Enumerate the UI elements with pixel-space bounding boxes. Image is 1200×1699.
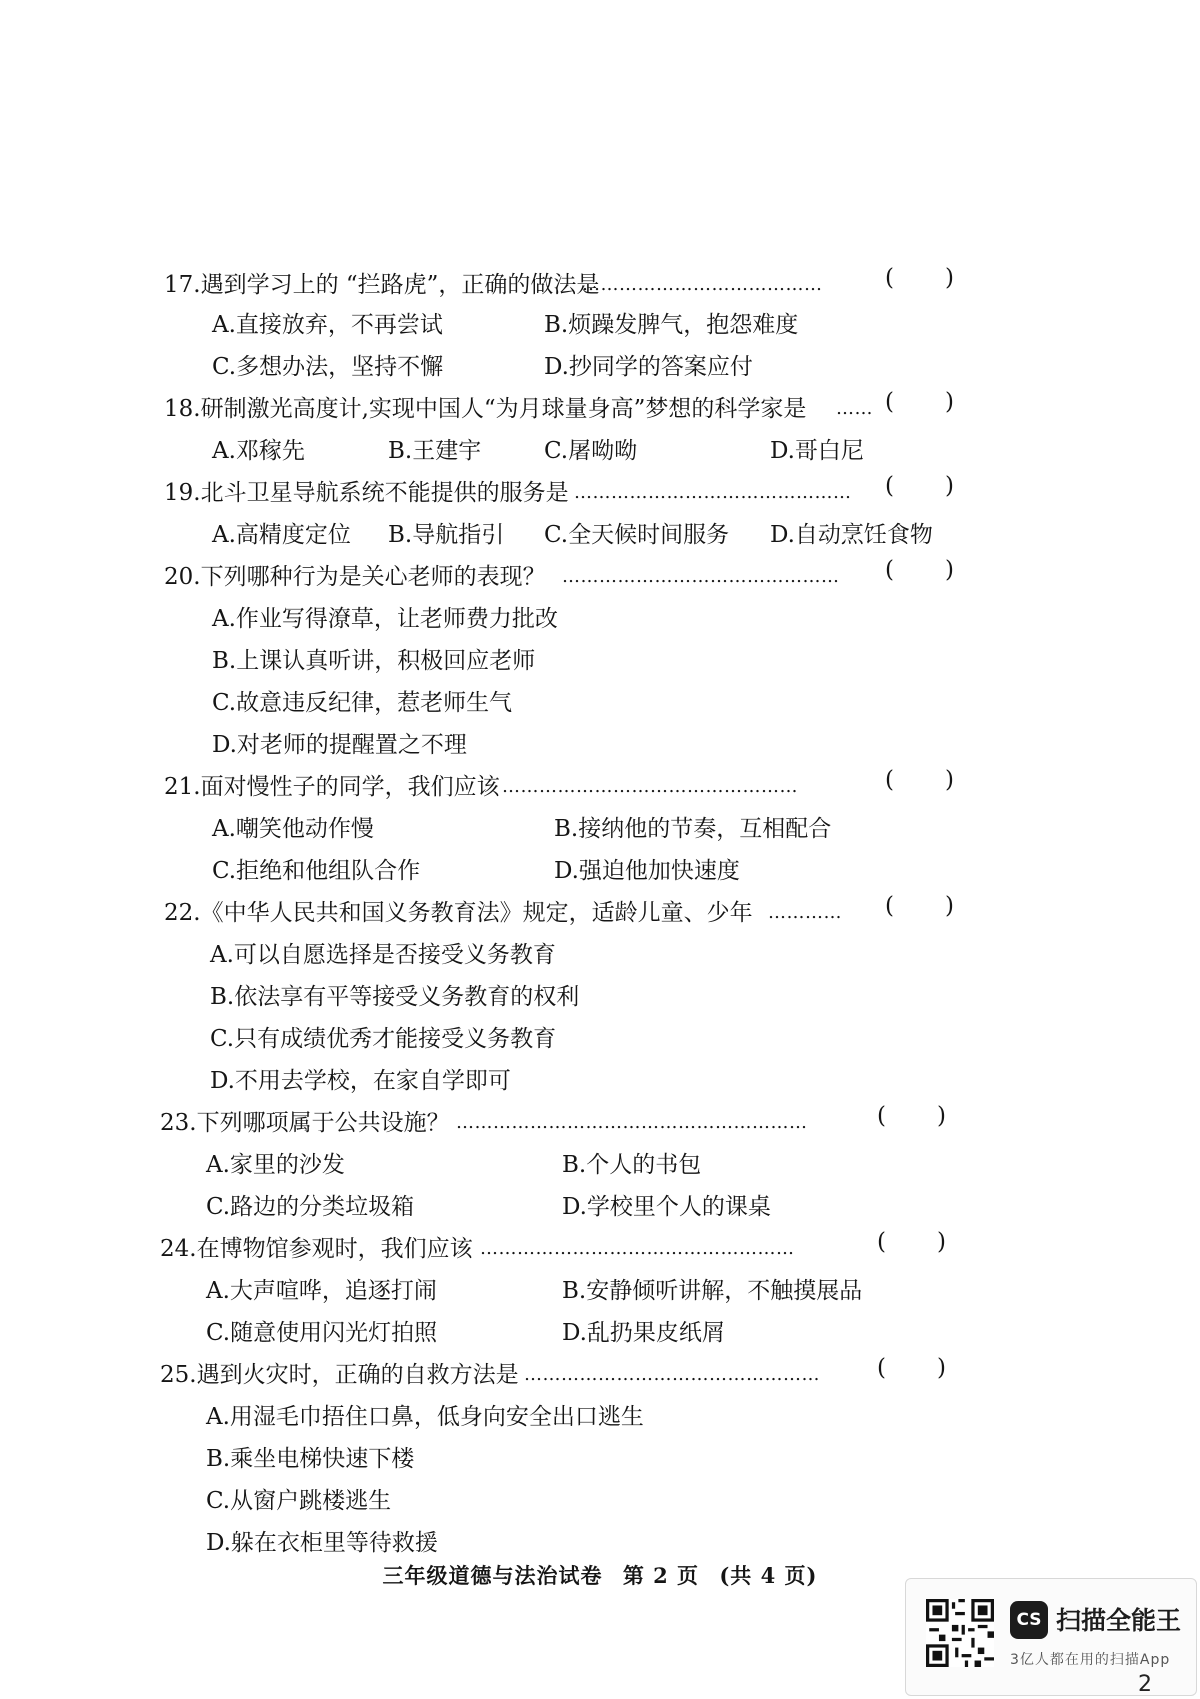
leader-dots: ………………………………………… [524,1364,820,1385]
question-stem: 研制激光高度计,实现中国人“为月球量身高”梦想的科学家是 [200,396,807,422]
bracket-open: ( [877,1103,886,1129]
option-c: C.只有成绩优秀才能接受义务教育 [210,1026,557,1052]
answer-bracket [877,1103,946,1129]
answer-bracket [885,473,954,499]
bracket-open: ( [885,893,894,919]
bracket-close: ) [937,1229,946,1255]
option-b: B.依法享有平等接受义务教育的权利 [210,984,580,1010]
question-stem-line [160,1229,960,1269]
option-c: C.拒绝和他组队合作 [212,858,421,884]
question-number: 23. [160,1110,197,1136]
option-a: A.直接放弃，不再尝试 [212,312,443,338]
bracket-close: ) [945,557,954,583]
scanner-tagline: 3亿人都在用的扫描App [1010,1652,1171,1668]
question-stem: 遇到学习上的 “拦路虎”，正确的做法是 [200,272,600,298]
option-a: A.大声喧哗，追逐打闹 [206,1278,437,1304]
option-d: D.乱扔果皮纸屑 [562,1320,725,1346]
leader-dots: ………………………………… [582,274,823,295]
cs-logo-icon: CS [1010,1601,1048,1639]
bracket-close: ) [945,265,954,291]
option-a: A.用湿毛巾捂住口鼻，低身向安全出口逃生 [206,1404,644,1430]
question-number: 19. [164,480,201,506]
option-c: C.多想办法，坚持不懈 [212,354,444,380]
question-number: 25. [160,1362,197,1388]
option-a: A.高精度定位 [212,522,351,548]
question-stem: 北斗卫星导航系统不能提供的服务是 [200,480,569,506]
answer-bracket [885,767,954,793]
option-b: B.烦躁发脾气，抱怨难度 [544,312,799,338]
option-c: C.从窗户跳楼逃生 [206,1488,392,1514]
option-b: B.安静倾听讲解，不触摸展品 [562,1278,863,1304]
answer-bracket [885,265,954,291]
bracket-close: ) [945,767,954,793]
scanner-brand: 扫描全能王 [1056,1606,1182,1635]
option-b: B.接纳他的节奏，互相配合 [554,816,832,842]
bracket-open: ( [885,265,894,291]
question-stem: 《中华人民共和国义务教育法》规定，适龄儿童、少年 [200,900,753,926]
question-stem: 在博物馆参观时，我们应该 [196,1236,473,1262]
question-stem-line [160,1355,960,1395]
question-stem-line [164,893,964,933]
qr-code-icon [926,1599,994,1667]
option-d: D.学校里个人的课桌 [562,1194,771,1220]
question-number: 20. [164,564,201,590]
leader-dots: ………… [768,902,842,923]
bracket-close: ) [945,473,954,499]
question-stem-line [164,389,964,429]
leader-dots: ………………………………………… [502,776,798,797]
leader-dots: …… [836,398,873,419]
question-number: 21. [164,774,201,800]
option-d: D.抄同学的答案应付 [544,354,753,380]
answer-bracket [885,557,954,583]
option-c: C.屠呦呦 [544,438,638,464]
bracket-open: ( [885,557,894,583]
question-stem-line [164,473,964,513]
option-b: B.王建宇 [388,438,482,464]
question-stem-line [164,557,964,597]
scanner-watermark [905,1578,1197,1696]
question-stem: 下列哪项属于公共设施？ [196,1110,450,1136]
question-number: 18. [164,396,201,422]
option-a: A.邓稼先 [212,438,305,464]
question-number: 17. [164,272,201,298]
option-a: A.可以自愿选择是否接受义务教育 [210,942,556,968]
leader-dots: …………………………………………… [480,1238,795,1259]
option-c: C.路边的分类垃圾箱 [206,1194,415,1220]
corner-page-number: 2 [1138,1672,1152,1697]
question-stem-line [164,767,964,807]
question-stem-line [160,1103,960,1143]
bracket-close: ) [945,893,954,919]
exam-title: 三年级道德与法治试卷 [382,1563,603,1588]
option-b: B.上课认真听讲，积极回应老师 [212,648,536,674]
leader-dots: ……………………………………… [574,482,852,503]
bracket-open: ( [877,1229,886,1255]
option-d: D.自动烹饪食物 [770,522,933,548]
option-d: D.对老师的提醒置之不理 [212,732,467,758]
option-b: B.乘坐电梯快速下楼 [206,1446,415,1472]
option-b: B.导航指引 [388,522,505,548]
option-c: C.随意使用闪光灯拍照 [206,1320,438,1346]
bracket-open: ( [885,473,894,499]
bracket-close: ) [945,389,954,415]
question-number: 24. [160,1236,197,1262]
leader-dots: ………………………………………………… [456,1112,808,1133]
answer-bracket [877,1355,946,1381]
bracket-close: ) [937,1355,946,1381]
option-d: D.强迫他加快速度 [554,858,740,884]
answer-bracket [885,893,954,919]
bracket-open: ( [885,389,894,415]
option-d: D.不用去学校，在家自学即可 [210,1068,511,1094]
question-stem: 面对慢性子的同学，我们应该 [200,774,500,800]
question-stem: 遇到火灾时，正确的自救方法是 [196,1362,519,1388]
question-stem-line [164,265,964,305]
answer-bracket [877,1229,946,1255]
page-number: 第 2 页 [622,1563,700,1588]
bracket-open: ( [885,767,894,793]
bracket-open: ( [877,1355,886,1381]
option-c: C.全天候时间服务 [544,522,730,548]
option-a: A.嘲笑他动作慢 [212,816,374,842]
option-b: B.个人的书包 [562,1152,702,1178]
question-number: 22. [164,900,201,926]
option-a: A.作业写得潦草，让老师费力批改 [212,606,558,632]
option-d: D.哥白尼 [770,438,864,464]
bracket-close: ) [937,1103,946,1129]
option-d: D.躲在衣柜里等待救援 [206,1530,438,1556]
question-stem: 下列哪种行为是关心老师的表现？ [200,564,546,590]
option-c: C.故意违反纪律，惹老师生气 [212,690,513,716]
page-total: (共 4 页) [719,1563,818,1588]
leader-dots: ……………………………………… [562,566,840,587]
option-a: A.家里的沙发 [206,1152,345,1178]
answer-bracket [885,389,954,415]
